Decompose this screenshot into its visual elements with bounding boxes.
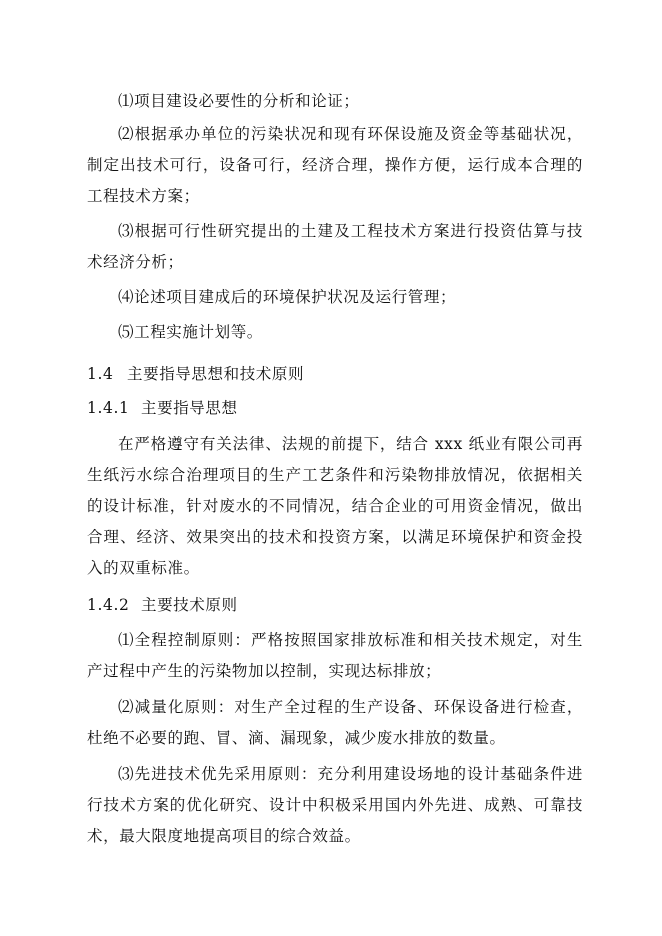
section-number: 1.4.2 (87, 596, 130, 614)
technical-principle-item-2: ⑵减量化原则：对生产全过程的生产设备、环保设备进行检查，杜绝不必要的跑、冒、滴、漏现象，减少废水排放的数量。 (87, 698, 583, 747)
guiding-principle-paragraph: 在严格遵守有关法律、法规的前提下，结合 xxx 纸业有限公司再生纸污水综合治理项目的生产工艺条件和污染物排放情况，依据相关的设计标准，针对废水的不同情况，结合企业的可用资金情况，做出合理、经济、效果突出的技术和投资方案，以满足环境保护和资金投入的双重标准。 (87, 435, 583, 577)
section-number: 1.4.1 (87, 399, 130, 417)
paragraph-item-2: ⑵根据承办单位的污染状况和现有环保设施及资金等基础状况，制定出技术可行，设备可行，经济合理，操作方便，运行成本合理的工程技术方案； (87, 125, 583, 205)
paragraph-item-5: ⑸工程实施计划等。 (118, 323, 263, 341)
section-title: 主要技术原则 (141, 596, 238, 614)
section-number: 1.4 (87, 365, 114, 383)
section-title: 主要指导思想 (141, 399, 238, 417)
section-heading-1-4 (87, 359, 304, 390)
section-heading-1-4-1 (87, 393, 238, 424)
paragraph-item-3: ⑶根据可行性研究提出的土建及工程技术方案进行投资估算与技术经济分析； (87, 222, 583, 271)
technical-principle-item-3: ⑶先进技术优先采用原则：充分利用建设场地的设计基础条件进行技术方案的优化研究、设计中积极采用国内外先进、成熟、可靠技术，最大限度地提高项目的综合效益。 (87, 765, 583, 845)
section-heading-1-4-2 (87, 590, 238, 621)
section-title: 主要指导思想和技术原则 (127, 365, 305, 383)
paragraph-item-4: ⑷论述项目建成后的环境保护状况及运行管理； (118, 288, 457, 306)
paragraph-item-1: ⑴项目建设必要性的分析和论证； (118, 92, 360, 110)
technical-principle-item-1: ⑴全程控制原则：严格按照国家排放标准和相关技术规定，对生产过程中产生的污染物加以控制，实现达标排放； (87, 631, 583, 680)
